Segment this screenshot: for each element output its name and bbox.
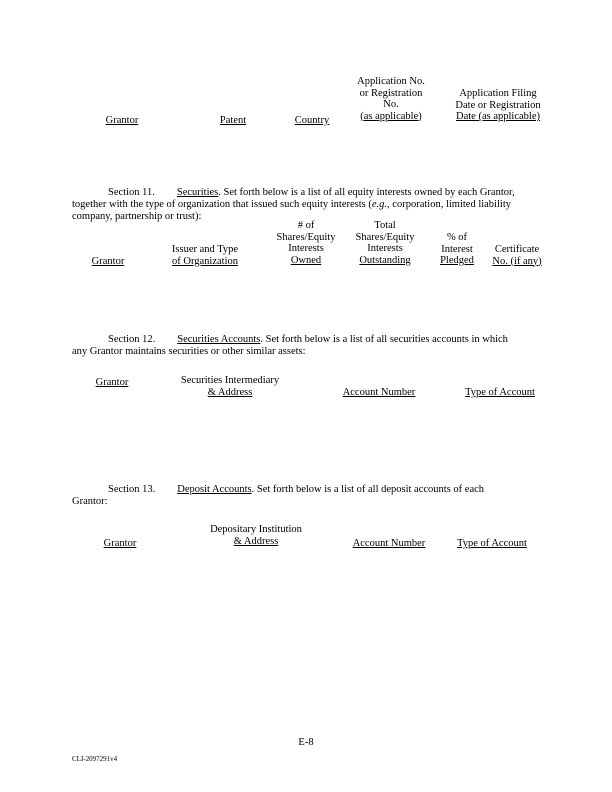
sec-accounts-col-account-number: Account Number bbox=[342, 387, 416, 398]
sec-accounts-col-type: Type of Account bbox=[465, 387, 535, 398]
page-number: E-8 bbox=[298, 737, 314, 748]
patent-col-patent: Patent bbox=[219, 115, 247, 126]
section-12-number: Section 12. bbox=[108, 334, 156, 345]
securities-col-shares-outstanding: Total Shares/Equity Interests Outstanding bbox=[355, 220, 415, 266]
securities-col-pledged: % of Interest Pledged bbox=[440, 232, 474, 266]
section-13-line-2: Grantor: bbox=[72, 496, 108, 507]
patent-col-grantor: Grantor bbox=[105, 115, 139, 126]
section-12-title: Securities Accounts bbox=[177, 334, 261, 345]
securities-col-shares-owned: # of Shares/Equity Interests Owned bbox=[276, 220, 336, 266]
section-11-line-2: together with the type of organization that issued such equity interests (e.g., corporation, limited liability bbox=[72, 199, 511, 210]
deposit-col-institution: Depositary Institution & Address bbox=[210, 524, 302, 547]
section-11-line-1: Section 11. Securities. Set forth below is a list of all equity interests owned by each Grantor, bbox=[108, 187, 515, 198]
patent-col-filing-date: Application Filing Date or Registration Date (as applicable) bbox=[455, 88, 541, 122]
patent-col-country: Country bbox=[294, 115, 330, 126]
patent-col-application-no: Application No. or Registration No. (as applicable) bbox=[357, 76, 425, 122]
securities-col-grantor: Grantor bbox=[91, 256, 125, 267]
deposit-col-grantor: Grantor bbox=[103, 538, 137, 549]
deposit-col-type: Type of Account bbox=[457, 538, 527, 549]
securities-col-issuer: Issuer and Type of Organization bbox=[171, 244, 239, 267]
deposit-col-account-number: Account Number bbox=[352, 538, 426, 549]
section-11-title: Securities bbox=[176, 187, 219, 198]
document-id: CLI-2097291v4 bbox=[72, 755, 118, 763]
section-13-title: Deposit Accounts bbox=[177, 484, 252, 495]
section-12-line-2: any Grantor maintains securities or other similar assets: bbox=[72, 346, 306, 357]
section-13-line-1: Section 13. Deposit Accounts. Set forth below is a list of all deposit accounts of each bbox=[108, 484, 485, 495]
section-12-line-1: Section 12. Securities Accounts. Set forth below is a list of all securities accounts in which bbox=[108, 334, 508, 345]
sec-accounts-col-grantor: Grantor bbox=[95, 377, 129, 388]
section-11-number: Section 11. bbox=[108, 187, 155, 198]
securities-col-certificate: Certificate No. (if any) bbox=[492, 244, 542, 267]
section-13-number: Section 13. bbox=[108, 484, 156, 495]
sec-accounts-col-intermediary: Securities Intermediary & Address bbox=[180, 375, 280, 398]
section-11-line-3: company, partnership or trust): bbox=[72, 211, 202, 222]
